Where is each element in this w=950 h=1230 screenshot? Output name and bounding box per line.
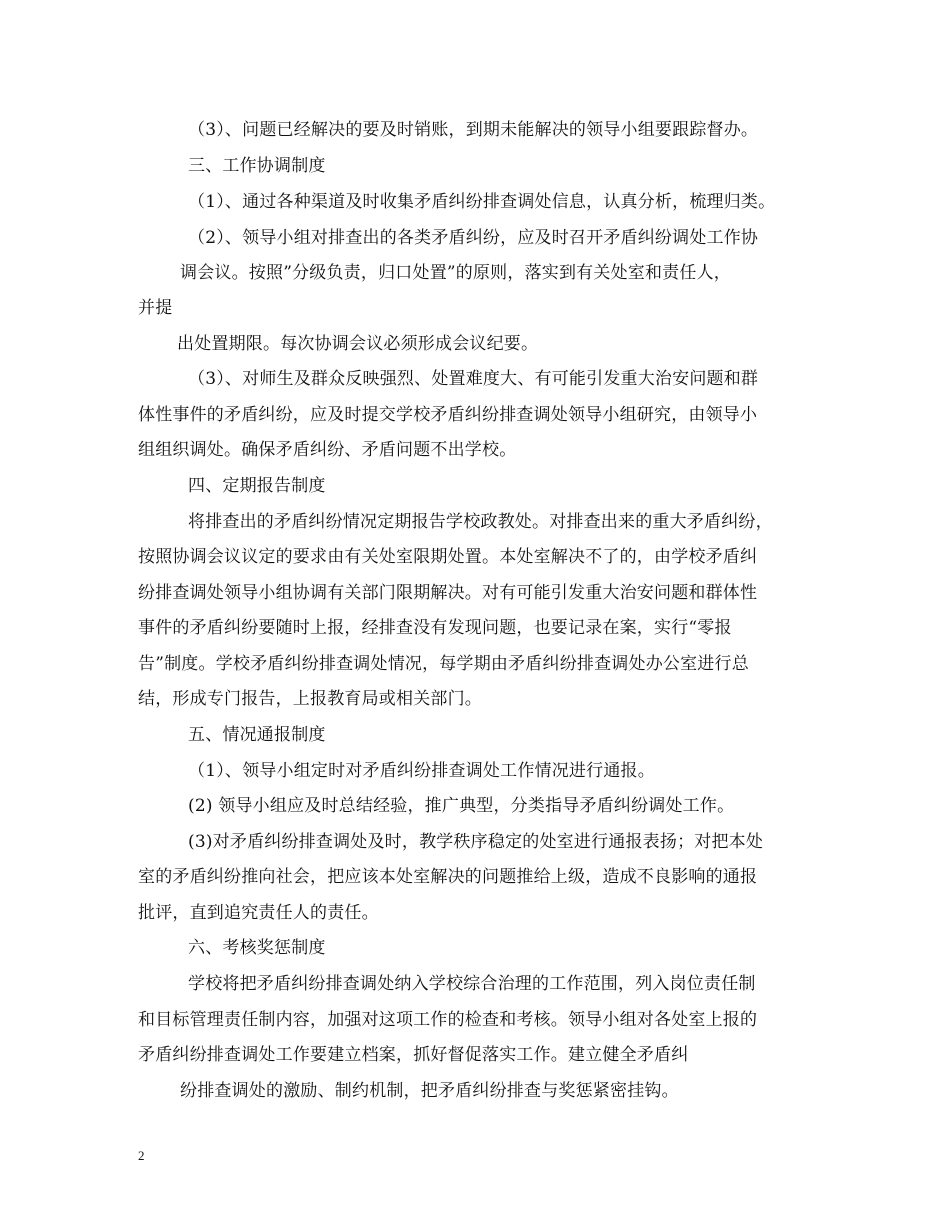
paragraph-line: 结，形成专门报告，上报教育局或相关部门。	[138, 689, 482, 709]
paragraph-line: （3）、对师生及群众反映强烈、处置难度大、有可能引发重大治安问题和群	[188, 369, 759, 389]
paragraph-line: 按照协调会议议定的要求由有关处室限期处置。本处室解决不了的，由学校矛盾纠	[138, 547, 758, 567]
paragraph-line: 组组织调处。确保矛盾纠纷、矛盾问题不出学校。	[138, 440, 517, 460]
section-heading: 六、考核奖惩制度	[188, 938, 326, 958]
paragraph-line: (3)对矛盾纠纷排查调处及时，教学秩序稳定的处室进行通报表扬；对把本处	[188, 832, 764, 852]
paragraph-line: 和目标管理责任制内容，加强对这项工作的检查和考核。领导小组对各处室上报的	[138, 1010, 758, 1030]
section-heading: 五、情况通报制度	[188, 725, 326, 745]
paragraph-line: 将排查出的矛盾纠纷情况定期报告学校政教处。对排查出来的重大矛盾纠纷，	[188, 512, 773, 532]
paragraph-line: 学校将把矛盾纠纷排查调处纳入学校综合治理的工作范围，列入岗位责任制	[188, 974, 756, 994]
paragraph-line: 纷排查调处领导小组协调有关部门限期解决。对有可能引发重大治安问题和群体性	[138, 583, 758, 603]
paragraph-line: (2) 领导小组应及时总结经验，推广典型，分类指导矛盾纠纷调处工作。	[188, 796, 735, 816]
paragraph-line: 体性事件的矛盾纠纷，应及时提交学校矛盾纠纷排查调处领导小组研究，由领导小	[138, 405, 758, 425]
section-heading: 四、定期报告制度	[188, 476, 326, 496]
paragraph-line: 事件的矛盾纠纷要随时上报，经排查没有发现问题，也要记录在案，实行“零报	[138, 618, 732, 638]
paragraph-line: 矛盾纠纷排查调处工作要建立档案，抓好督促落实工作。建立健全矛盾纠	[138, 1045, 689, 1065]
section-heading: 三、工作协调制度	[188, 156, 326, 176]
paragraph-line: 室的矛盾纠纷推向社会，把应该本处室解决的问题推给上级，造成不良影响的通报	[138, 867, 758, 887]
paragraph-line: （1）、通过各种渠道及时收集矛盾纠纷排查调处信息，认真分析，梳理归类。	[188, 192, 776, 212]
paragraph-line: 并提	[138, 298, 173, 318]
page-number: 2	[138, 1148, 145, 1163]
paragraph-line: 纷排查调处的激励、制约机制，把矛盾纠纷排查与奖惩紧密挂钩。	[180, 1081, 679, 1101]
paragraph-line: 批评，直到追究责任人的责任。	[138, 903, 379, 923]
paragraph-line: 调会议。按照”分级负责，归口处置”的原则，落实到有关处室和责任人，	[180, 263, 731, 283]
paragraph-line: （3）、问题已经解决的要及时销账，到期未能解决的领导小组要跟踪督办。	[188, 120, 759, 140]
paragraph-line: （1）、领导小组定时对矛盾纠纷排查调处工作情况进行通报。	[188, 761, 655, 781]
paragraph-line: 出处置期限。每次协调会议必须形成会议纪要。	[177, 334, 539, 354]
paragraph-line: （2）、领导小组对排查出的各类矛盾纠纷，应及时召开矛盾纠纷调处工作协	[188, 228, 759, 248]
paragraph-line: 告”制度。学校矛盾纠纷排查调处情况，每学期由矛盾纠纷排查调处办公室进行总	[138, 654, 749, 674]
